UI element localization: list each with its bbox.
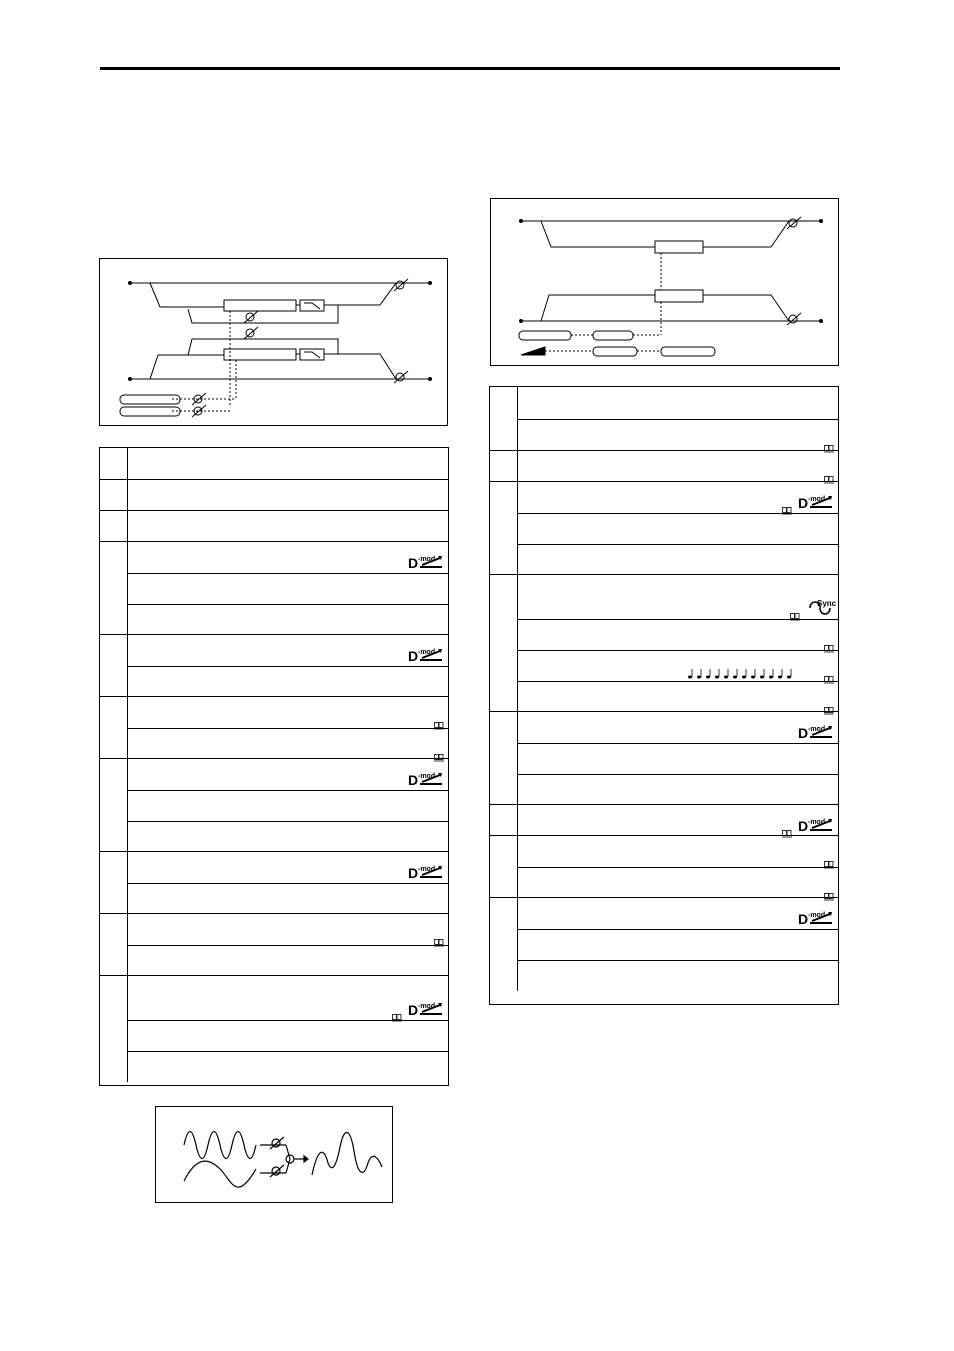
parameter-row <box>128 697 448 728</box>
parameter-group <box>100 448 448 479</box>
parameter-row <box>128 883 448 915</box>
parameter-number-cell <box>490 387 518 450</box>
parameter-row <box>518 805 838 836</box>
parameter-row <box>128 790 448 822</box>
parameter-number-cell <box>490 575 518 712</box>
parameter-row <box>518 419 838 451</box>
parameter-group <box>490 481 838 575</box>
parameter-group <box>490 574 838 712</box>
parameter-group <box>490 897 838 991</box>
parameter-row <box>128 604 448 636</box>
parameter-number-cell <box>100 480 128 511</box>
fast-sine-wave <box>184 1132 256 1159</box>
see-reference-icon <box>824 856 834 864</box>
see-reference-icon <box>824 702 834 710</box>
dmod-icon <box>798 817 834 833</box>
parameter-row <box>128 635 448 666</box>
dmod-icon <box>798 494 834 510</box>
svg-text:D: D <box>798 725 809 741</box>
dmod-icon <box>798 724 834 740</box>
parameter-row <box>128 542 448 573</box>
parameter-row <box>128 821 448 853</box>
parameter-number-cell <box>100 448 128 479</box>
svg-text:-mod: -mod <box>808 819 826 826</box>
parameter-row <box>518 451 838 482</box>
parameter-group <box>100 479 448 511</box>
see-reference-icon <box>782 502 792 510</box>
see-reference-icon <box>782 825 792 833</box>
right-block-diagram <box>490 198 839 366</box>
parameter-number-cell <box>490 805 518 836</box>
right-parameter-table <box>489 386 839 1005</box>
parameter-row <box>128 1051 448 1083</box>
parameter-number-cell <box>490 451 518 482</box>
parameter-group <box>100 510 448 542</box>
parameter-row <box>518 513 838 545</box>
parameter-row <box>518 619 838 651</box>
parameter-group <box>100 975 448 1082</box>
dmod-icon <box>408 1001 444 1017</box>
dmod-icon <box>408 771 444 787</box>
svg-text:D: D <box>408 555 419 571</box>
parameter-group <box>100 634 448 697</box>
parameter-row <box>128 480 448 511</box>
parameter-row <box>128 914 448 945</box>
svg-text:D: D <box>798 818 809 834</box>
parameter-row <box>128 1020 448 1052</box>
parameter-group <box>100 913 448 976</box>
parameter-number-cell <box>100 635 128 697</box>
svg-text:-mod: -mod <box>418 649 436 656</box>
svg-text:D: D <box>408 648 419 664</box>
parameter-row <box>518 650 838 682</box>
parameter-row <box>128 945 448 977</box>
svg-text:D: D <box>408 1002 419 1018</box>
parameter-number-cell <box>490 712 518 805</box>
svg-text:Sync: Sync <box>817 599 837 608</box>
parameter-row <box>128 573 448 605</box>
parameter-number-cell <box>100 759 128 852</box>
parameter-number-cell <box>490 898 518 991</box>
svg-text:-mod: -mod <box>808 726 826 733</box>
svg-text:-mod: -mod <box>808 496 826 503</box>
svg-text:-mod: -mod <box>418 773 436 780</box>
parameter-row <box>518 774 838 806</box>
parameter-row <box>128 759 448 790</box>
parameter-group <box>100 851 448 914</box>
parameter-group <box>100 758 448 852</box>
parameter-group <box>490 711 838 805</box>
parameter-row <box>518 575 838 619</box>
parameter-row <box>518 387 838 419</box>
left-block-diagram <box>99 258 448 426</box>
parameter-row <box>518 867 838 899</box>
see-reference-icon <box>824 888 834 896</box>
dmod-icon <box>408 554 444 570</box>
parameter-row <box>518 681 838 713</box>
dmod-icon <box>408 864 444 880</box>
parameter-group <box>490 835 838 898</box>
parameter-group <box>100 541 448 635</box>
svg-text:-mod: -mod <box>808 912 826 919</box>
parameter-row <box>128 448 448 479</box>
svg-text:D: D <box>798 495 809 511</box>
waveform-mix-diagram <box>155 1106 393 1203</box>
parameter-number-cell <box>100 542 128 635</box>
note-values-icon <box>686 667 798 679</box>
parameter-row <box>518 482 838 513</box>
svg-text:-mod: -mod <box>418 556 436 563</box>
parameter-number-cell <box>100 697 128 759</box>
parameter-row <box>128 976 448 1020</box>
svg-text:-mod: -mod <box>418 1003 436 1010</box>
see-reference-icon <box>824 440 834 448</box>
parameter-number-cell <box>490 836 518 898</box>
parameter-row <box>518 544 838 576</box>
parameter-group <box>100 696 448 759</box>
dmod-icon <box>798 910 834 926</box>
parameter-number-cell <box>100 976 128 1082</box>
parameter-row <box>128 666 448 698</box>
svg-text:-mod: -mod <box>418 866 436 873</box>
see-reference-icon <box>824 471 834 479</box>
see-reference-icon <box>434 749 444 757</box>
slow-sine-wave <box>184 1161 256 1187</box>
svg-text:D: D <box>408 772 419 788</box>
see-reference-icon <box>434 717 444 725</box>
see-reference-icon <box>790 608 800 616</box>
parameter-number-cell <box>100 511 128 542</box>
parameter-row <box>518 836 838 867</box>
parameter-row <box>518 898 838 929</box>
see-reference-icon <box>824 640 834 648</box>
parameter-number-cell <box>100 914 128 976</box>
parameter-number-cell <box>100 852 128 914</box>
dmod-icon <box>408 647 444 663</box>
parameter-number-cell <box>490 482 518 575</box>
parameter-row <box>128 852 448 883</box>
parameter-group <box>490 387 838 450</box>
see-reference-icon <box>434 934 444 942</box>
see-reference-icon <box>392 1009 402 1017</box>
left-parameter-table <box>99 447 449 1086</box>
parameter-group <box>490 804 838 836</box>
sync-icon <box>806 598 837 616</box>
parameter-row <box>128 728 448 760</box>
parameter-row <box>518 743 838 775</box>
mixed-wave <box>312 1132 382 1175</box>
parameter-group <box>490 450 838 482</box>
parameter-row <box>518 712 838 743</box>
svg-text:D: D <box>408 865 419 881</box>
parameter-row <box>518 929 838 961</box>
see-reference-icon <box>824 671 834 679</box>
parameter-row <box>128 511 448 542</box>
header-rule <box>100 67 840 70</box>
parameter-row <box>518 960 838 992</box>
svg-text:D: D <box>798 911 809 927</box>
